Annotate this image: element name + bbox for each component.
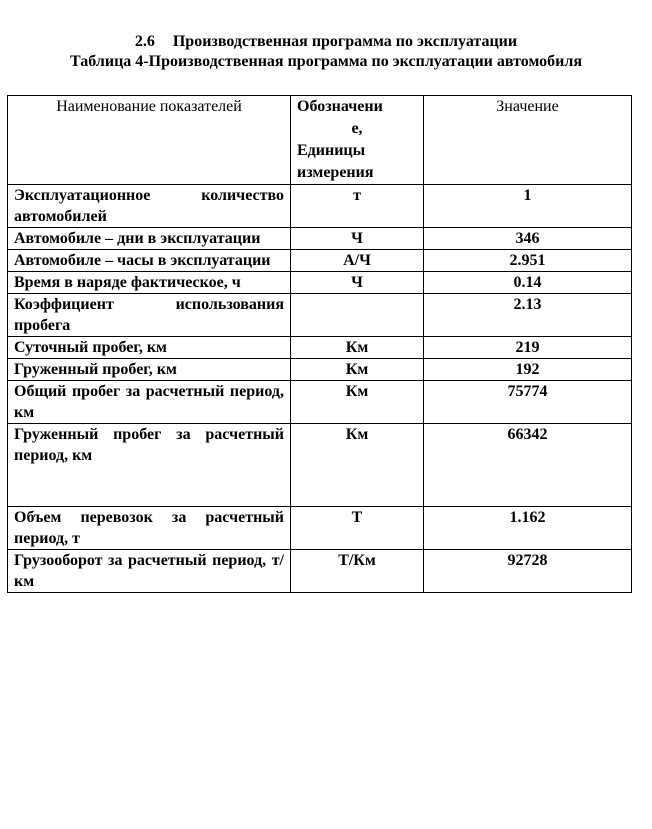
row-value: 1.162 xyxy=(424,507,632,550)
table-row xyxy=(8,507,632,550)
table-row xyxy=(8,337,632,359)
row-unit: Т xyxy=(291,507,424,550)
row-value: 1 xyxy=(424,185,632,228)
row-unit: Т/Км xyxy=(291,550,424,593)
table-row xyxy=(8,424,632,507)
section-heading xyxy=(0,32,652,52)
unit-header-line: Обозначени xyxy=(297,98,383,115)
table-row xyxy=(8,381,632,424)
unit-header-line: измерения xyxy=(297,164,374,181)
unit-header-line: е, xyxy=(351,120,363,137)
row-name: Коэффициент использования пробега xyxy=(8,294,291,337)
column-header-name: Наименование показателей xyxy=(8,96,291,185)
table-row xyxy=(8,550,632,593)
row-unit: А/Ч xyxy=(291,250,424,272)
row-name: Грузооборот за расчетный период, т/км xyxy=(8,550,291,593)
table-row xyxy=(8,250,632,272)
row-value: 346 xyxy=(424,228,632,250)
row-value: 0.14 xyxy=(424,272,632,294)
row-value: 75774 xyxy=(424,381,632,424)
section-title: Производственная программа по эксплуатации xyxy=(172,33,518,50)
row-name: Суточный пробег, км xyxy=(8,337,291,359)
row-value: 219 xyxy=(424,337,632,359)
row-value: 2.13 xyxy=(424,294,632,337)
table-row xyxy=(8,228,632,250)
row-value: 2.951 xyxy=(424,250,632,272)
unit-header-line: Единицы xyxy=(297,142,366,159)
row-unit: Ч xyxy=(291,228,424,250)
row-value: 92728 xyxy=(424,550,632,593)
table-row xyxy=(8,359,632,381)
row-unit: Км xyxy=(291,424,424,507)
row-name: Время в наряде фактическое, ч xyxy=(8,272,291,294)
row-name: Эксплуатационное количество автомобилей xyxy=(8,185,291,228)
row-name: Груженный пробег за расчетный период, км xyxy=(8,424,291,507)
column-header-unit xyxy=(291,96,424,185)
row-unit: Ч xyxy=(291,272,424,294)
row-unit xyxy=(291,294,424,337)
row-value: 192 xyxy=(424,359,632,381)
section-number: 2.6 xyxy=(134,33,155,50)
row-name: Автомобиле – часы в эксплуатации xyxy=(8,250,291,272)
table-caption: Таблица 4-Производственная программа по эксплуатации автомобиля xyxy=(70,53,582,70)
row-value: 66342 xyxy=(424,424,632,507)
table-row xyxy=(8,294,632,337)
row-name: Груженный пробег, км xyxy=(8,359,291,381)
table-header-row xyxy=(8,96,632,185)
table-row xyxy=(8,185,632,228)
row-unit: т xyxy=(291,185,424,228)
column-header-value: Значение xyxy=(424,96,632,185)
table-row xyxy=(8,272,632,294)
row-unit: Км xyxy=(291,337,424,359)
row-name: Объем перевозок за расчетный период, т xyxy=(8,507,291,550)
row-name: Общий пробег за расчетный период, км xyxy=(8,381,291,424)
production-program-table xyxy=(7,95,632,593)
row-name: Автомобиле – дни в эксплуатации xyxy=(8,228,291,250)
row-unit: Км xyxy=(291,359,424,381)
row-unit: Км xyxy=(291,381,424,424)
